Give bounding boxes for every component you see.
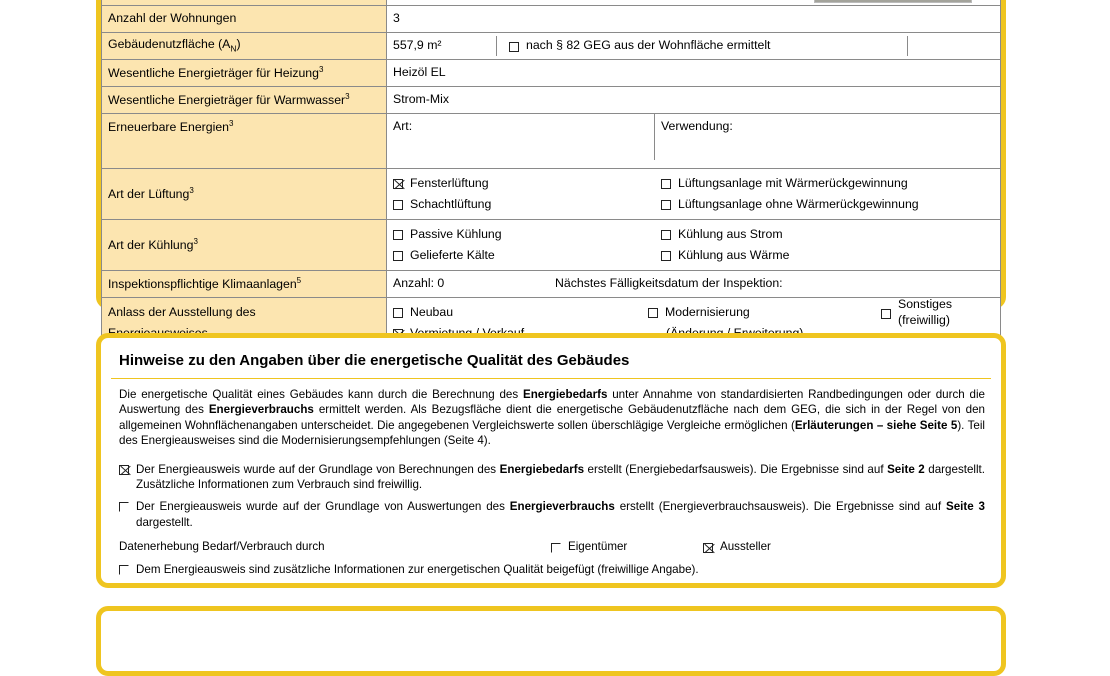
row-label: Anzahl der Wohnungen xyxy=(102,6,387,33)
paragraph-part-2: unter Annahme von standardisierten Randbedingungen oder durch die Auswertung des xyxy=(119,388,985,417)
table-row-lueftung xyxy=(102,169,1001,220)
option-bold-2: Seite 2 xyxy=(887,462,925,476)
row-label xyxy=(102,220,387,271)
option-label: Lüftungsanlage mit Wärmerückgewinnung xyxy=(678,175,908,190)
row-label xyxy=(102,169,387,220)
hinweise-title: Hinweise zu den Angaben über die energetische Qualität des Gebäudes xyxy=(119,352,630,369)
option-label: Dem Energieausweis sind zusätzliche Informationen zur energetischen Qualität beigefügt (freiwillige Angabe). xyxy=(136,562,699,576)
ventilation-options xyxy=(393,173,994,215)
row-value-cell xyxy=(387,169,1001,220)
row-label-text: Wesentliche Energieträger für Warmwasser xyxy=(108,92,346,107)
table-row-energietraeger-warmwasser xyxy=(102,87,1001,114)
option-label: Kühlung aus Wärme xyxy=(678,247,790,262)
checkbox-lueftungsanlage-mit-wrg[interactable] xyxy=(661,179,671,189)
row-label-text: Erneuerbare Energien xyxy=(108,120,229,135)
cooling-option-gelieferte-kaelte[interactable] xyxy=(393,248,661,263)
row-label-sub: N xyxy=(230,43,237,54)
checkbox-eigentuemer[interactable] xyxy=(551,543,561,553)
photo-road xyxy=(815,0,971,2)
occasion-option-modernisierung[interactable] xyxy=(648,305,881,320)
area-method-option[interactable] xyxy=(497,36,908,56)
footnote-ref: 3 xyxy=(193,236,198,246)
checkbox-kuehlung-aus-waerme[interactable] xyxy=(661,251,671,261)
ventilation-option-fensterlueftung[interactable] xyxy=(393,176,661,191)
option-label: Schachtlüftung xyxy=(410,196,492,211)
row-label-text: Art der Lüftung xyxy=(108,186,190,201)
building-photo xyxy=(814,0,972,3)
checkbox-passive-kuehlung[interactable] xyxy=(393,230,403,240)
occasion-option-sonstiges[interactable] xyxy=(881,297,994,328)
hinweise-paragraph xyxy=(101,379,1001,449)
datenerhebung-label: Datenerhebung Bedarf/Verbrauch durch xyxy=(119,540,325,554)
row-label-text: Art der Kühlung xyxy=(108,237,194,252)
option-label: Neubau xyxy=(410,304,454,319)
footnote-ref: 3 xyxy=(318,64,324,74)
paragraph-bold-3: Erläuterungen – siehe Seite 5 xyxy=(794,418,958,432)
option-part-1: Der Energieausweis wurde auf der Grundlage von Berechnungen des xyxy=(136,462,500,476)
row-label-end: ) xyxy=(236,37,241,52)
aircon-count: Anzahl: 0 xyxy=(393,276,445,291)
ventilation-row-1 xyxy=(393,173,994,194)
table-row-anzahl-wohnungen xyxy=(102,6,1001,33)
table-row-kuehlung xyxy=(102,220,1001,271)
ventilation-option-schachtlueftung[interactable] xyxy=(393,197,661,212)
datenerhebung-option-eigentuemer[interactable] xyxy=(551,539,703,554)
table-row-energietraeger-heizung xyxy=(102,60,1001,87)
checkbox-neubau[interactable] xyxy=(393,308,403,318)
row-value-cell xyxy=(387,271,1001,298)
cooling-row-1 xyxy=(393,224,994,245)
ventilation-row-2 xyxy=(393,194,994,215)
cooling-options xyxy=(393,224,994,266)
cooling-option-passive[interactable] xyxy=(393,227,661,242)
renewable-usage-field[interactable]: Verwendung: xyxy=(661,119,733,133)
option-label: Sonstiges (freiwillig) xyxy=(898,297,953,327)
area-value: 557,9 m² xyxy=(387,36,497,56)
table-row-erneuerbare-energien xyxy=(102,114,1001,169)
checkbox-nach-82-geg[interactable] xyxy=(509,42,519,52)
checkbox-modernisierung[interactable] xyxy=(648,308,658,318)
checkbox-sonstiges[interactable] xyxy=(881,309,891,319)
checkbox-energieverbrauchsausweis[interactable] xyxy=(119,502,129,512)
cooling-row-2 xyxy=(393,245,994,266)
table-row-gebaeudenutzflaeche xyxy=(102,33,1001,60)
row-label-text: Wesentliche Energieträger für Heizung xyxy=(108,65,319,80)
hinweise-options xyxy=(101,449,1001,577)
option-part-2: erstellt (Energiebedarfsausweis). Die Ergebnisse sind auf xyxy=(584,462,888,476)
footnote-ref: 3 xyxy=(345,91,350,101)
building-data-panel xyxy=(96,0,1006,327)
checkbox-kuehlung-aus-strom[interactable] xyxy=(661,230,671,240)
option-text xyxy=(136,499,985,530)
row-label xyxy=(102,271,387,298)
checkbox-fensterlueftung[interactable] xyxy=(393,179,403,189)
datenerhebung-option-aussteller[interactable] xyxy=(703,539,771,554)
option-part-1: Der Energieausweis wurde auf der Grundlage von Auswertungen des xyxy=(136,500,510,514)
option-bold-1: Energieverbrauchs xyxy=(509,500,615,514)
option-text xyxy=(136,462,985,493)
row-label-text: Gebäudenutzfläche (A xyxy=(108,37,231,52)
row-value: 3 xyxy=(387,6,1001,33)
row-value-cell xyxy=(387,220,1001,271)
checkbox-aussteller[interactable] xyxy=(703,543,713,553)
option-label: Passive Kühlung xyxy=(410,226,502,241)
next-section-panel xyxy=(96,606,1006,676)
area-method-label: nach § 82 GEG aus der Wohnfläche ermittelt xyxy=(526,38,771,53)
cooling-option-aus-strom[interactable] xyxy=(661,227,994,242)
option-bold-1: Energiebedarfs xyxy=(499,462,585,476)
checkbox-zusaetzliche-informationen[interactable] xyxy=(119,565,129,575)
paragraph-bold-2: Energieverbrauchs xyxy=(208,403,314,417)
paragraph-part-1: Die energetische Qualität eines Gebäudes kann durch die Berechnung des xyxy=(119,388,523,401)
footnote-ref: 5 xyxy=(296,275,302,285)
table-row-klimaanlagen xyxy=(102,271,1001,298)
occasion-row-1 xyxy=(393,297,994,327)
checkbox-gelieferte-kaelte[interactable] xyxy=(393,251,403,261)
hinweise-option-energiebedarf[interactable] xyxy=(119,462,985,493)
row-value: Heizöl EL xyxy=(387,60,1001,87)
row-label xyxy=(102,87,387,114)
option-part-3: dargestellt. Zusätzliche Informationen zum Verbrauch sind freiwillig. xyxy=(136,462,985,492)
row-value: Strom-Mix xyxy=(387,87,1001,114)
row-label-line1: Anlass der Ausstellung des xyxy=(108,304,256,319)
row-value-cell xyxy=(387,33,1001,60)
checkbox-schachtlueftung[interactable] xyxy=(393,200,403,210)
building-data-table xyxy=(101,0,1001,349)
ventilation-option-ohne-waermerueckgewinnung[interactable] xyxy=(661,197,994,212)
paragraph-part-3: ermittelt werden. Als Bezugsfläche dient die energetische Gebäudenutzfläche nach dem GEG, die sich in der Regel von den allgemeinen Wohnflächenangaben unterscheidet. Die angegebenen Vergleichswerte sollen überschlägige Vergleiche ermöglichen ( xyxy=(119,403,986,432)
option-label: Gelieferte Kälte xyxy=(410,247,495,262)
renewable-type-field[interactable]: Art: xyxy=(387,114,655,160)
option-label: Aussteller xyxy=(720,540,771,554)
hinweise-option-energieverbrauch[interactable] xyxy=(119,499,985,530)
cooling-option-aus-waerme[interactable] xyxy=(661,248,994,263)
datenerhebung-row xyxy=(119,539,985,554)
option-bold-2: Seite 3 xyxy=(945,500,985,514)
option-label: Kühlung aus Strom xyxy=(678,226,783,241)
checkbox-energiebedarfsausweis[interactable] xyxy=(119,465,129,475)
row-value-cell xyxy=(387,114,1001,169)
row-label xyxy=(102,33,387,60)
aircon-next-inspection-label[interactable]: Nächstes Fälligkeitsdatum der Inspektion: xyxy=(555,276,783,291)
paragraph-part-4: ). Teil des Energieausweises sind die Modernisierungsempfehlungen (Seite 4). xyxy=(119,418,985,448)
option-label: Modernisierung xyxy=(665,304,750,319)
hinweise-panel xyxy=(96,333,1006,588)
option-part-2: erstellt (Energieverbrauchsausweis). Die Ergebnisse sind auf xyxy=(614,500,946,514)
option-part-3: dargestellt. xyxy=(136,515,193,529)
paragraph-bold-1: Energiebedarfs xyxy=(522,388,608,401)
row-label-text: Inspektionspflichtige Klimaanlagen xyxy=(108,276,297,291)
footnote-ref: 3 xyxy=(189,185,194,195)
occasion-option-neubau[interactable] xyxy=(393,305,648,320)
row-label xyxy=(102,114,387,169)
row-label xyxy=(102,60,387,87)
option-label: Lüftungsanlage ohne Wärmerückgewinnung xyxy=(678,196,919,211)
option-label: Fensterlüftung xyxy=(410,175,489,190)
checkbox-lueftungsanlage-ohne-wrg[interactable] xyxy=(661,200,671,210)
ventilation-option-mit-waermerueckgewinnung[interactable] xyxy=(661,176,994,191)
hinweise-option-zusatzinfo[interactable] xyxy=(119,562,985,577)
footnote-ref: 3 xyxy=(229,119,234,128)
option-label: Eigentümer xyxy=(568,540,628,554)
